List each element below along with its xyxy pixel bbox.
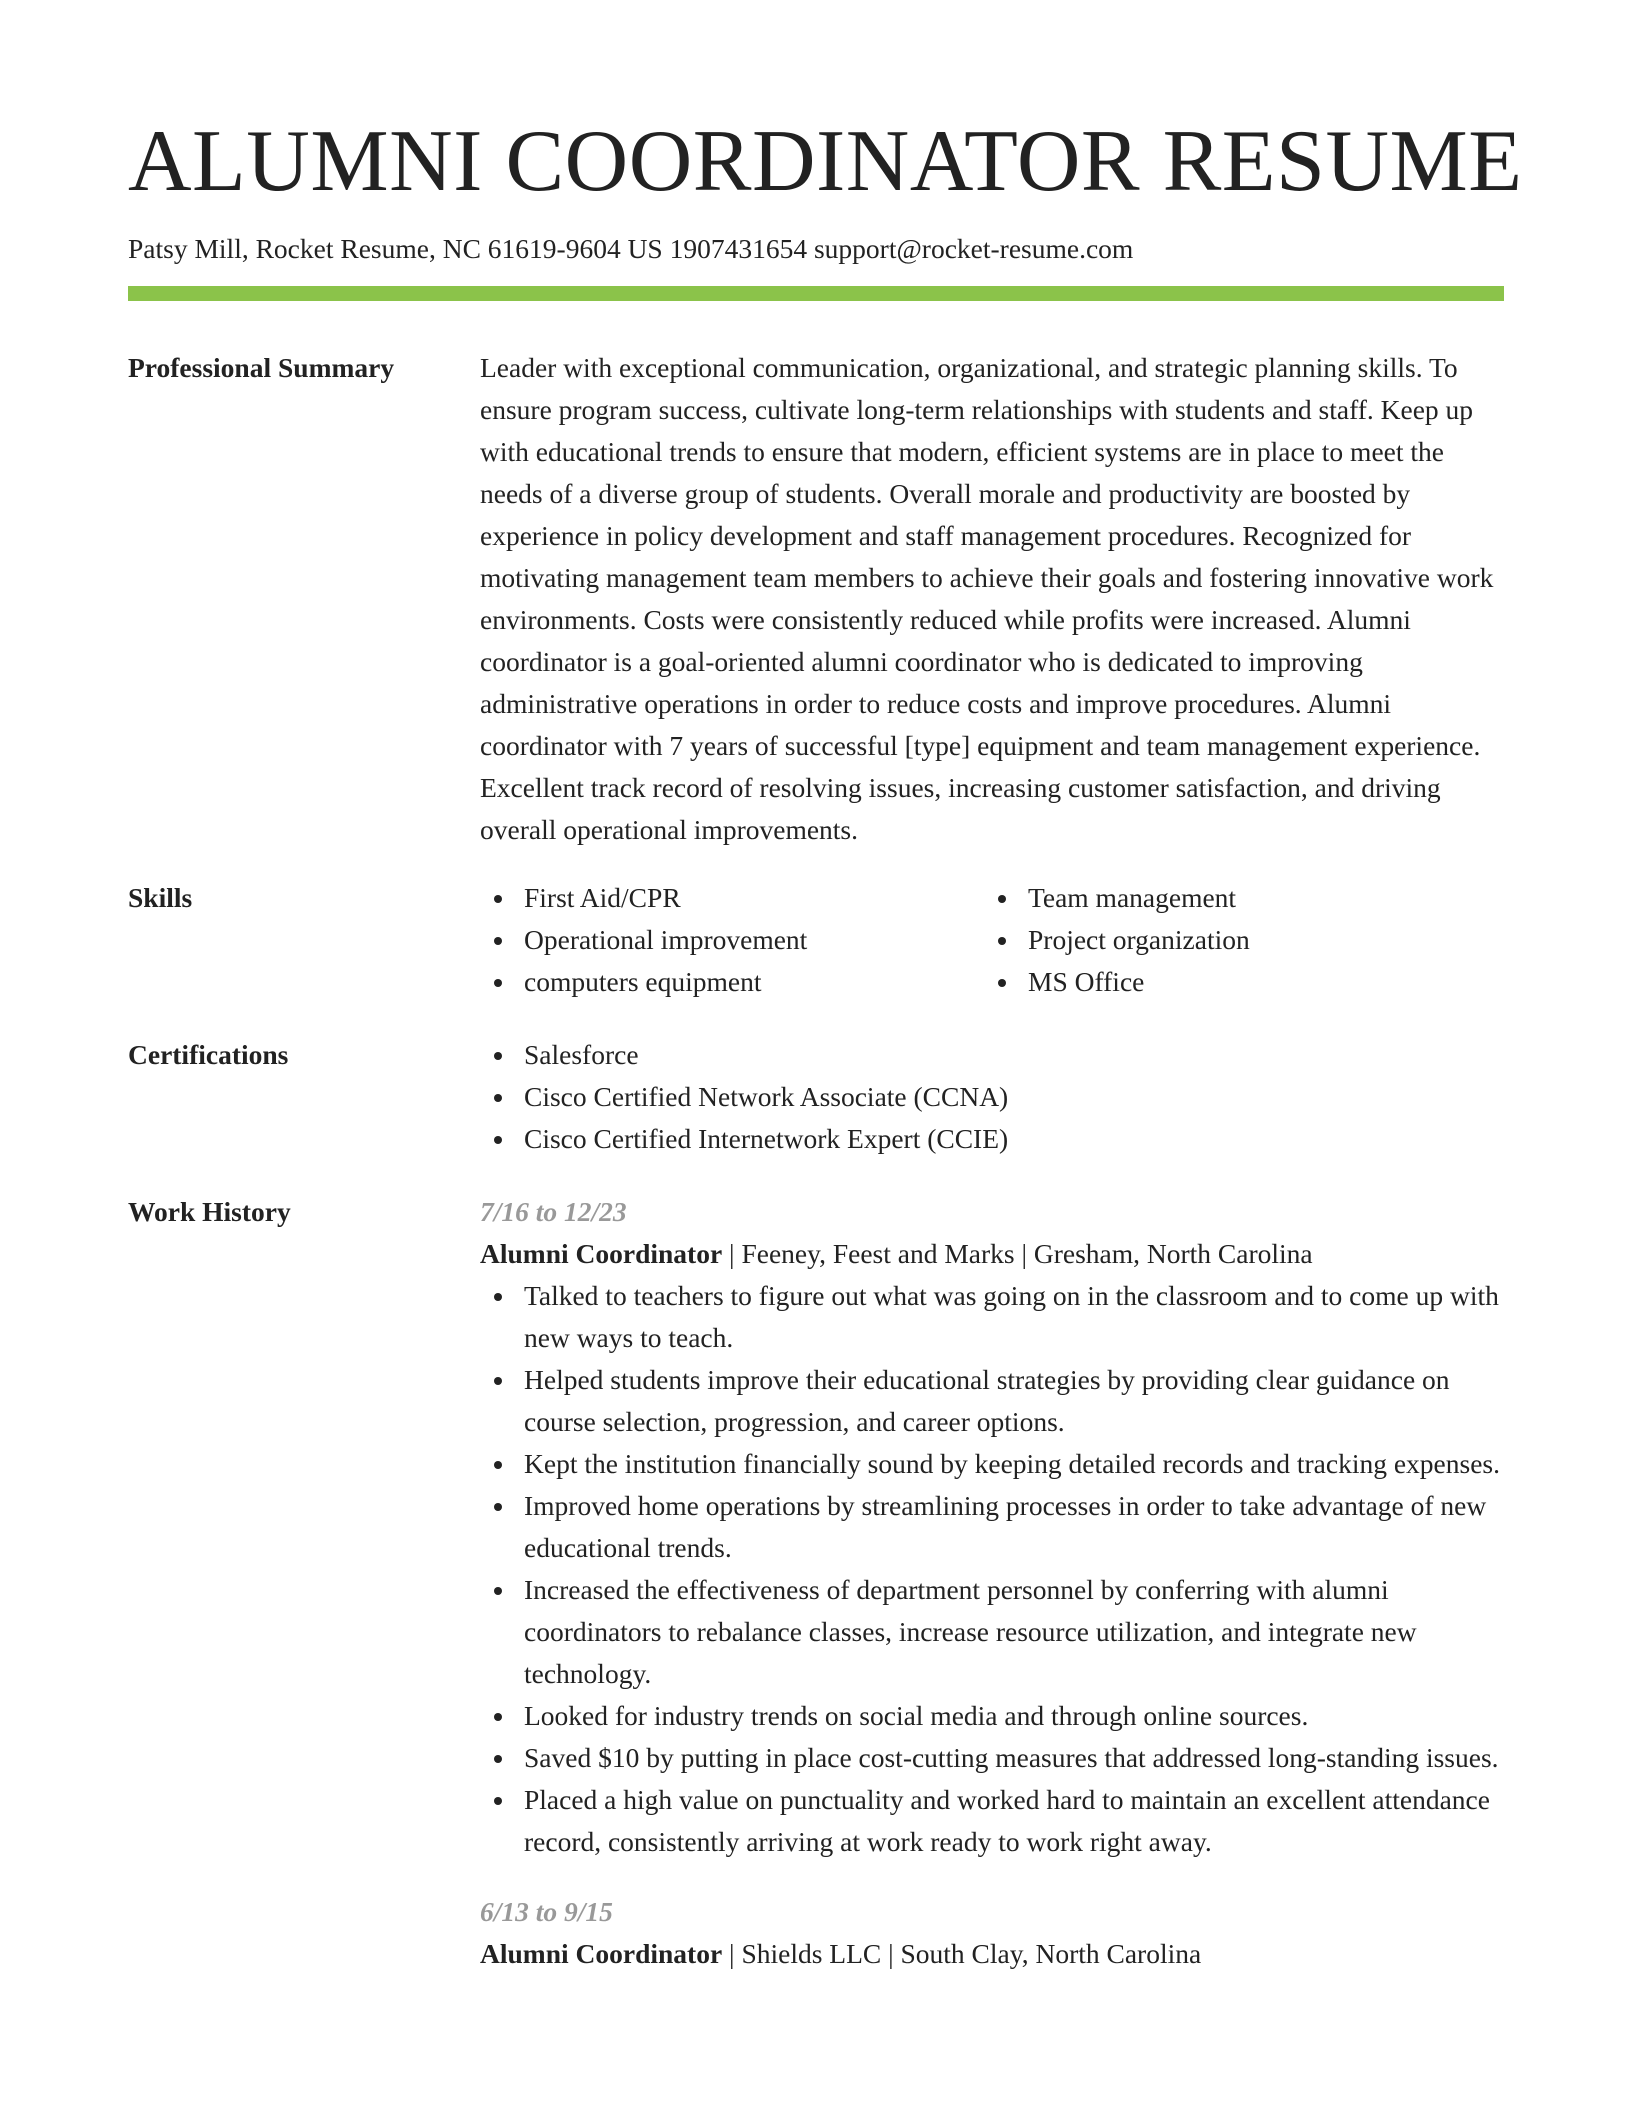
certification-item: Cisco Certified Internetwork Expert (CCIE) [480,1118,1504,1160]
job-heading: Alumni Coordinator | Shields LLC | South Clay, North Carolina [480,1938,1202,1969]
job-bullet: Placed a high value on punctuality and worked hard to maintain an excellent attendance record, consistently arriving at work ready to work right away. [480,1779,1504,1863]
summary-label: Professional Summary [128,352,395,383]
contact-email: support@rocket-resume.com [813,233,1134,264]
skills-column-1 [480,877,984,1003]
resume-title: ALUMNI COORDINATOR RESUME [128,113,1523,210]
work-history-body [480,1191,1504,1975]
job-company: Feeney, Feest and Marks [741,1238,1015,1269]
job-bullet: Improved home operations by streamlining processes in order to take advantage of new educational trends. [480,1485,1504,1569]
job-company: Shields LLC [741,1938,882,1969]
job-bullet: Saved $10 by putting in place cost-cutting measures that addressed long-standing issues. [480,1737,1504,1779]
certification-item: Salesforce [480,1034,1504,1076]
job-bullet-list [480,1275,1504,1863]
job-bullet: Looked for industry trends on social media and through online sources. [480,1695,1504,1737]
job-dates: 7/16 to 12/23 [480,1196,627,1227]
job-location: South Clay, North Carolina [900,1938,1202,1969]
contact-line: Patsy Mill, Rocket Resume, NC 61619-9604 US 1907431654 support@rocket-resume.com [128,233,1134,264]
contact-phone: 1907431654 [669,233,808,264]
skill-item: Project organization [984,919,1484,961]
job-title: Alumni Coordinator [480,1238,723,1269]
job-title: Alumni Coordinator [480,1938,723,1969]
job-dates: 6/13 to 9/15 [480,1896,613,1927]
skills-grid [480,877,1504,1003]
header-divider [128,286,1504,301]
skill-item: First Aid/CPR [480,877,984,919]
skills-column-2 [984,877,1484,1003]
certifications-list [480,1034,1504,1160]
job-location: Gresham, North Carolina [1033,1238,1313,1269]
certification-item: Cisco Certified Network Associate (CCNA) [480,1076,1504,1118]
skill-item: MS Office [984,961,1484,1003]
job-bullet: Increased the effectiveness of department personnel by conferring with alumni coordinators to rebalance classes, increase resource utilization, and integrate new technology. [480,1569,1504,1695]
contact-name: Patsy Mill [128,233,242,264]
job-bullet: Talked to teachers to figure out what was going on in the classroom and to come up with new ways to teach. [480,1275,1504,1359]
work-history-label: Work History [128,1196,291,1227]
skills-label: Skills [128,882,193,913]
summary-body [480,347,1504,851]
job-heading: Alumni Coordinator | Feeney, Feest and Marks | Gresham, North Carolina [480,1238,1313,1269]
job-bullet: Kept the institution financially sound by keeping detailed records and tracking expenses. [480,1443,1504,1485]
certifications-label: Certifications [128,1039,289,1070]
contact-location: Rocket Resume, NC 61619-9604 US [255,233,663,264]
skill-item: Team management [984,877,1484,919]
skill-item: computers equipment [480,961,984,1003]
certifications-body [480,1034,1504,1160]
job-bullet: Helped students improve their educational strategies by providing clear guidance on course selection, progression, and career options. [480,1359,1504,1443]
job-entry [480,1891,1504,1975]
skill-item: Operational improvement [480,919,984,961]
job-entry [480,1191,1504,1863]
summary-text: Leader with exceptional communication, organizational, and strategic planning skills. To ensure program success, cultivate long-term relationships with students and staff. Keep up with educational trends to ensure that modern, efficient systems are in place to meet the needs of a diverse group of students. Overall morale and productivity are boosted by experience in policy development and staff management procedures. Recognized for motivating management team members to achieve their goals and fostering innovative work environments. Costs were consistently reduced while profits were increased. Alumni coordinator is a goal-oriented alumni coordinator who is dedicated to improving administrative operations in order to reduce costs and improve procedures. Alumni coordinator with 7 years of successful [type] equipment and team management experience. Excellent track record of resolving issues, increasing customer satisfaction, and driving overall operational improvements. [480,352,1494,845]
